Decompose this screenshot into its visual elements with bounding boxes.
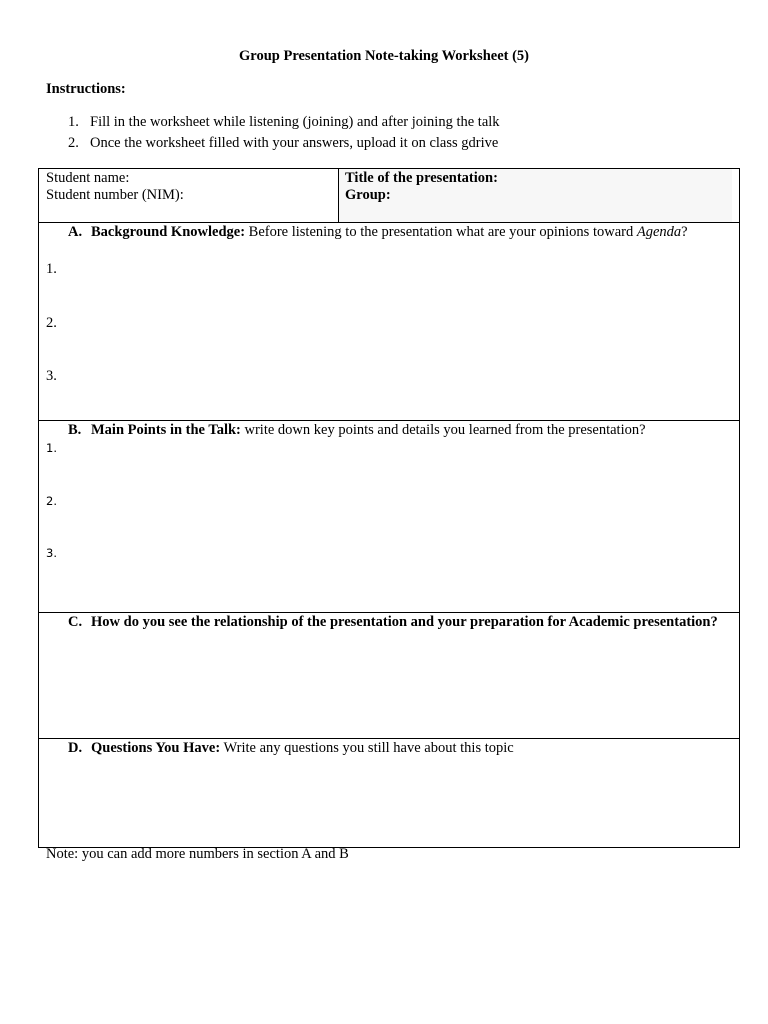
section-d-prompt: Write any questions you still have about this topic [220, 740, 514, 756]
section-b-prompt: write down key points and details you learned from the presentation? [240, 422, 646, 438]
answer-number: 3. [46, 546, 57, 560]
section-a-prompt: Before listening to the presentation what are your opinions toward [245, 224, 637, 240]
instruction-item [46, 114, 500, 135]
instructions-list [46, 114, 500, 156]
section-a[interactable] [39, 223, 739, 421]
instructions-heading: Instructions: [46, 81, 126, 97]
section-b-heading [68, 422, 731, 439]
section-d-title: Questions You Have: [91, 740, 221, 756]
answer-number: 2. [46, 315, 57, 331]
presentation-title-label: Title of the presentation: [345, 170, 498, 186]
answer-number: 2. [46, 494, 57, 508]
group-label: Group: [345, 187, 391, 203]
student-info-cell[interactable] [39, 169, 339, 222]
section-letter: C. [68, 614, 83, 630]
section-a-end: ? [681, 224, 688, 240]
answer-number: 1. [46, 441, 57, 455]
student-info-row [39, 169, 739, 223]
section-letter: B. [68, 422, 82, 438]
section-c-heading [68, 614, 731, 631]
section-letter: D. [68, 740, 83, 756]
section-a-agenda: Agenda [636, 224, 682, 240]
section-b[interactable] [39, 421, 739, 613]
student-number-label: Student number (NIM): [46, 187, 184, 203]
section-c-title: How do you see the relationship of the presentation and your preparation for Academic presentation? [91, 614, 718, 630]
section-letter: A. [68, 224, 83, 240]
worksheet-title: Group Presentation Note-taking Worksheet (5) [239, 48, 529, 64]
student-name-label: Student name: [46, 170, 130, 186]
section-d[interactable] [39, 739, 739, 847]
instruction-number: 1. [68, 114, 79, 130]
worksheet-table [38, 168, 740, 848]
instruction-item [46, 135, 500, 156]
presentation-info-cell[interactable] [339, 169, 739, 222]
section-d-heading [68, 740, 731, 757]
section-a-heading [68, 224, 731, 241]
instruction-text: Once the worksheet filled with your answers, upload it on class gdrive [90, 135, 499, 151]
footer-note: Note: you can add more numbers in section A and B [46, 846, 349, 862]
section-a-title: Background Knowledge: [91, 224, 246, 240]
answer-number: 1. [46, 261, 57, 277]
section-b-title: Main Points in the Talk: [91, 422, 241, 438]
answer-number: 3. [46, 368, 57, 384]
instruction-number: 2. [68, 135, 79, 151]
section-c[interactable] [39, 613, 739, 739]
instruction-text: Fill in the worksheet while listening (joining) and after joining the talk [90, 114, 500, 130]
